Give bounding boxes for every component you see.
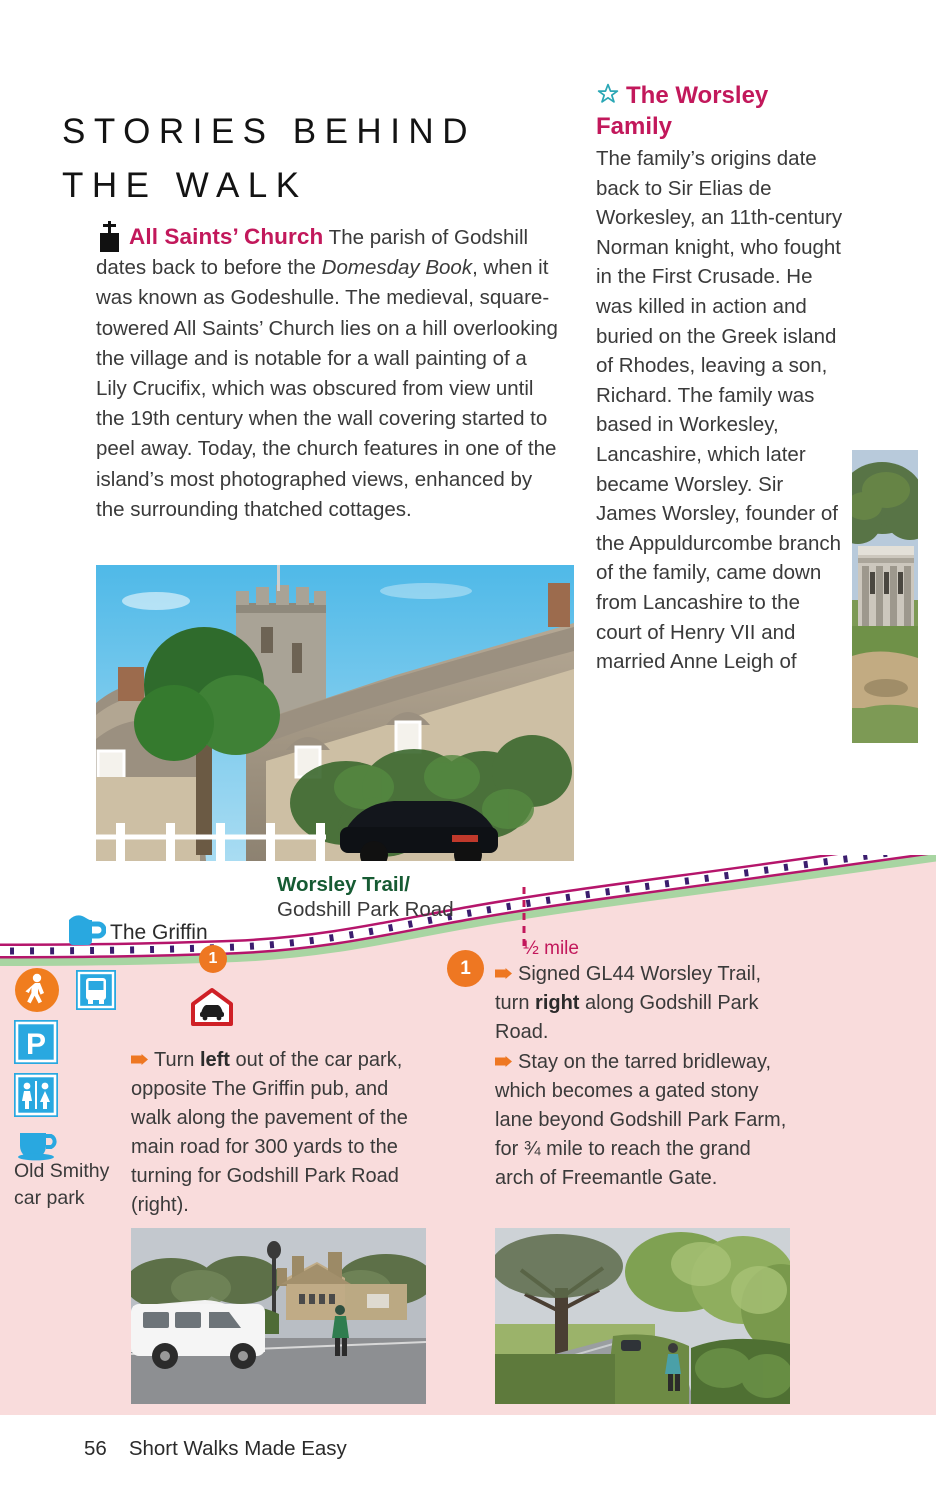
trail-label-line2: Godshill Park Road xyxy=(277,898,454,921)
page-title: STORIES BEHIND THE WALK xyxy=(62,112,476,205)
directions-right xyxy=(495,960,795,1193)
distance-label: ½ mile xyxy=(523,938,579,959)
freemantle-gate-stone-building-photo xyxy=(852,450,918,743)
worsley-family-title: The Worsley Family xyxy=(596,82,769,140)
godshill-park-road-lane-photo xyxy=(495,1228,790,1404)
walker-icon xyxy=(14,967,60,1013)
car-park-sign-icon xyxy=(190,987,234,1027)
direction-step: Turn left out of the car park, opposite The Griffin pub, and walk along the pavement of the main road for 300 yards to the turning for Godshill Park Road (right). xyxy=(131,1049,408,1216)
arrow-bullet-icon xyxy=(495,1056,512,1067)
footer-book-title: Short Walks Made Easy xyxy=(128,1437,347,1460)
car-park-name-label: Old Smithy car park xyxy=(14,1160,110,1209)
all-saints-church-section xyxy=(96,222,562,525)
toilets-icon xyxy=(14,1073,58,1117)
trail-road-label xyxy=(277,872,537,922)
page-footer xyxy=(84,1437,347,1461)
old-smithy-car-park-photo xyxy=(131,1228,426,1404)
arrow-bullet-icon xyxy=(131,1054,148,1065)
bus-icon xyxy=(76,970,116,1010)
church-tower-cross-icon xyxy=(96,222,122,252)
svg-text:P: P xyxy=(25,1028,47,1061)
pub-label: The Griffin xyxy=(110,921,208,944)
star-icon xyxy=(596,82,620,106)
all-saints-church-title: All Saints’ Church xyxy=(129,224,324,249)
worsley-family-section xyxy=(596,80,848,677)
worsley-family-body: The family’s origins date back to Sir Elias de Workesley, an 11th-century Norman knight, who fought in the First Crusade. He was killed in action and buried on the Greek island of Rhodes, leaving a son, Richard. The family was based in Workesley, Lancashire, which later became Worsley. Sir James Worsley, founder of the Appuldurcombe branch of the family, came down from Lancashire to the court of Henry VII and married Anne Leigh of xyxy=(596,147,843,674)
trail-waypoint-marker-1[interactable]: 1 xyxy=(199,945,227,973)
refreshments-teacup-icon xyxy=(14,1127,60,1161)
godshill-thatched-cottages-church-photo xyxy=(96,565,574,861)
footer-page-number: 56 xyxy=(84,1437,107,1460)
direction-step: Signed GL44 Worsley Trail, turn right along Godshill Park Road. xyxy=(495,963,762,1043)
step-number-marker-1[interactable]: 1 xyxy=(447,950,484,987)
arrow-bullet-icon xyxy=(495,968,512,979)
direction-step: Stay on the tarred bridleway, which becomes a gated stony lane beyond Godshill Park Farm, for ¾ mile to reach the grand arch of Freemantle Gate. xyxy=(495,1051,787,1189)
worsley-family-title-row xyxy=(596,80,848,142)
all-saints-church-body: The parish of Godshill dates back to before the Domesday Book, when it was known as Godeshulle. The medieval, square-towered All Saints’ Church lies on a hill overlooking the village and is notable for a wall painting of a Lily Crucifix, which was obscured from view until the 19th century when the wall covering started to peel away. Today, the church features in one of the island’s most photographed views, enhanced by the surrounding thatched cottages. xyxy=(96,226,558,521)
parking-icon xyxy=(14,1020,58,1064)
trail-label-line1: Worsley Trail/ xyxy=(277,873,410,896)
beer-mug-icon xyxy=(66,913,106,947)
directions-left xyxy=(131,1046,431,1220)
